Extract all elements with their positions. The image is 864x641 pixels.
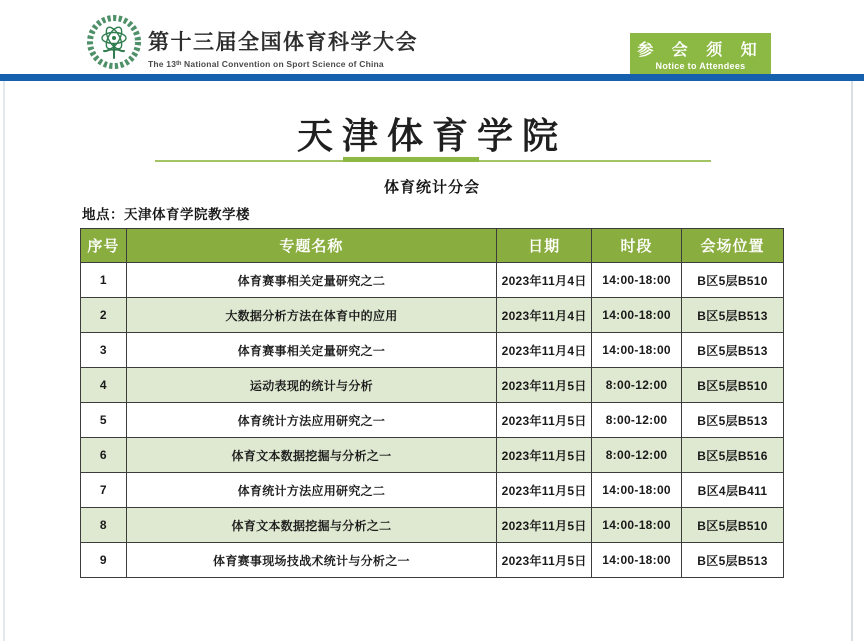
cell-time: 14:00-18:00 [592,298,682,333]
cell-time: 14:00-18:00 [592,543,682,578]
header-venue: 会场位置 [682,229,784,263]
cell-venue: B区5层B513 [682,403,784,438]
title-divider [155,160,711,162]
location-label: 地点：天津体育学院教学楼 [82,207,250,222]
cell-index: 3 [81,333,127,368]
header-topic: 专题名称 [126,229,497,263]
cell-index: 5 [81,403,127,438]
table-row [81,263,784,298]
cell-venue: B区5层B513 [682,333,784,368]
header-date: 日期 [497,229,592,263]
cell-date: 2023年11月5日 [497,473,592,508]
schedule-table-header [81,229,784,263]
title-divider-accent [343,157,479,162]
cell-venue: B区5层B510 [682,508,784,543]
cell-index: 1 [81,263,127,298]
cell-time: 14:00-18:00 [592,333,682,368]
cell-time: 14:00-18:00 [592,263,682,298]
cell-topic: 运动表现的统计与分析 [126,368,497,403]
cell-date: 2023年11月5日 [497,368,592,403]
cell-venue: B区5层B513 [682,298,784,333]
cell-time: 8:00-12:00 [592,368,682,403]
cell-index: 8 [81,508,127,543]
cell-topic: 体育统计方法应用研究之二 [126,473,497,508]
cell-index: 2 [81,298,127,333]
notice-badge [630,33,771,74]
convention-title: 第十三届全国体育科学大会 [148,31,418,54]
header-time: 时段 [592,229,682,263]
cell-topic: 体育赛事现场技战术统计与分析之一 [126,543,497,578]
cell-date: 2023年11月5日 [497,403,592,438]
table-row [81,543,784,578]
cell-date: 2023年11月5日 [497,543,592,578]
cell-date: 2023年11月4日 [497,333,592,368]
table-row [81,508,784,543]
header-row [81,229,784,263]
table-row [81,368,784,403]
cell-venue: B区5层B510 [682,263,784,298]
cell-venue: B区5层B516 [682,438,784,473]
notice-badge-subtitle: Notice to Attendees [655,61,746,71]
header-index: 序号 [81,229,127,263]
cell-topic: 体育文本数据挖掘与分析之一 [126,438,497,473]
cell-topic: 体育赛事相关定量研究之一 [126,333,497,368]
cell-index: 9 [81,543,127,578]
table-row [81,403,784,438]
schedule-table-body [81,263,784,578]
cell-topic: 大数据分析方法在体育中的应用 [126,298,497,333]
table-row [81,438,784,473]
convention-emblem-icon [87,14,141,70]
table-row [81,333,784,368]
cell-topic: 体育文本数据挖掘与分析之二 [126,508,497,543]
cell-time: 14:00-18:00 [592,473,682,508]
page-right-edge [851,0,853,641]
cell-index: 4 [81,368,127,403]
cell-index: 6 [81,438,127,473]
table-row [81,298,784,333]
cell-time: 8:00-12:00 [592,403,682,438]
page-title: 天津体育学院 [296,115,567,157]
cell-topic: 体育统计方法应用研究之一 [126,403,497,438]
top-banner [0,0,864,74]
brand-block [148,26,478,69]
cell-venue: B区4层B411 [682,473,784,508]
cell-index: 7 [81,473,127,508]
cell-date: 2023年11月4日 [497,298,592,333]
convention-subtitle: The 13ᵗʰ National Convention on Sport Science of China [148,59,384,69]
cell-venue: B区5层B513 [682,543,784,578]
cell-time: 14:00-18:00 [592,508,682,543]
cell-date: 2023年11月5日 [497,438,592,473]
cell-time: 8:00-12:00 [592,438,682,473]
cell-date: 2023年11月4日 [497,263,592,298]
banner-divider-rule [0,74,864,81]
notice-badge-title: 参 会 须 知 [637,42,764,59]
cell-venue: B区5层B510 [682,368,784,403]
cell-date: 2023年11月5日 [497,508,592,543]
schedule-table [80,228,784,578]
table-row [81,473,784,508]
cell-topic: 体育赛事相关定量研究之二 [126,263,497,298]
session-title: 体育统计分会 [383,179,480,196]
page-left-edge [3,0,5,641]
